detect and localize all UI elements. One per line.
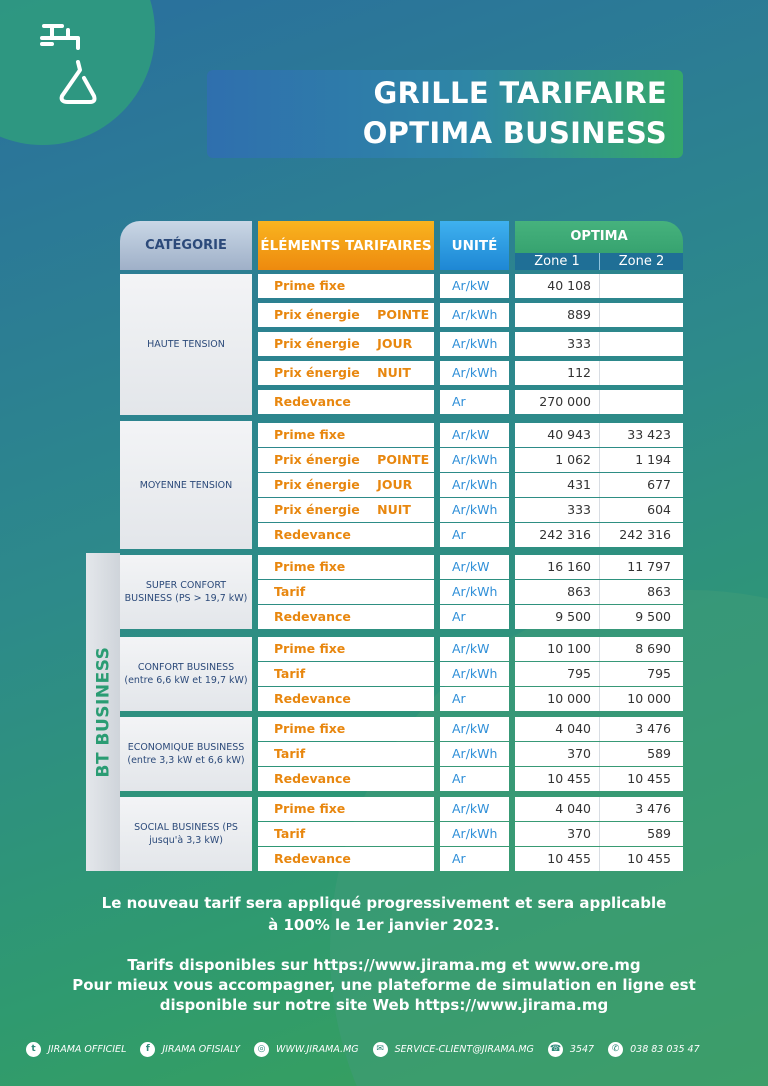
table-row — [258, 580, 683, 604]
cell-unit: Ar/kWh — [440, 822, 509, 846]
cell-unit: Ar — [440, 687, 509, 711]
cell-zone1: 40 108 — [515, 274, 599, 298]
cell-element: Tarif — [258, 662, 434, 686]
table-row — [258, 662, 683, 686]
cell-unit: Ar/kW — [440, 797, 509, 821]
cell-zone2: 604 — [599, 498, 683, 522]
email-icon: ✉ — [373, 1042, 388, 1057]
category-economique-business: ECONOMIQUE BUSINESS (entre 3,3 kW et 6,6 kW) — [120, 717, 252, 791]
cell-zone2: 3 476 — [599, 797, 683, 821]
cell-zone1: 4 040 — [515, 797, 599, 821]
cell-zone1: 270 000 — [515, 390, 599, 414]
cell-element: Redevance — [258, 847, 434, 871]
header-optima — [515, 221, 683, 270]
cell-element: Prix énergie POINTE — [258, 448, 434, 472]
table-row — [258, 637, 683, 661]
title-line-2: OPTIMA BUSINESS — [362, 116, 667, 150]
header-unite: UNITÉ — [440, 221, 509, 270]
cell-unit: Ar/kW — [440, 717, 509, 741]
cell-unit: Ar/kWh — [440, 303, 509, 327]
cell-zone1: 10 455 — [515, 847, 599, 871]
cell-unit: Ar/kWh — [440, 662, 509, 686]
cell-zone2: 677 — [599, 473, 683, 497]
cell-element: Prix énergie NUIT — [258, 361, 434, 385]
cell-zone1: 40 943 — [515, 423, 599, 447]
table-row — [258, 687, 683, 711]
footer-web-label: WWW.JIRAMA.MG — [276, 1043, 359, 1055]
cell-zone1: 889 — [515, 303, 599, 327]
cell-element: Prime fixe — [258, 797, 434, 821]
jirama-logo-icon — [38, 22, 102, 106]
cell-zone2: 11 797 — [599, 555, 683, 579]
cell-zone1: 10 455 — [515, 767, 599, 791]
cell-zone2 — [599, 390, 683, 414]
table-row — [258, 742, 683, 766]
footer-contacts — [26, 1040, 746, 1058]
cell-unit: Ar/kWh — [440, 498, 509, 522]
cell-zone1: 431 — [515, 473, 599, 497]
cell-unit: Ar/kWh — [440, 448, 509, 472]
category-social-business: SOCIAL BUSINESS (PS jusqu'à 3,3 kW) — [120, 797, 252, 871]
footer-email-label: SERVICE-CLIENT@JIRAMA.MG — [394, 1043, 534, 1055]
cell-element: Redevance — [258, 523, 434, 547]
table-row — [258, 605, 683, 629]
category-haute-tension: HAUTE TENSION — [120, 274, 252, 415]
cell-element: Prime fixe — [258, 717, 434, 741]
footer-email[interactable] — [373, 1042, 534, 1057]
footer-facebook-label: JIRAMA OFISIALY — [162, 1043, 241, 1055]
cell-unit: Ar/kWh — [440, 361, 509, 385]
cell-zone1: 10 000 — [515, 687, 599, 711]
footer-phone-label: 3547 — [569, 1043, 595, 1055]
globe-icon: ◎ — [254, 1042, 269, 1057]
cell-zone1: 16 160 — [515, 555, 599, 579]
category-moyenne-tension: MOYENNE TENSION — [120, 421, 252, 549]
cell-unit: Ar — [440, 390, 509, 414]
facebook-icon: f — [140, 1042, 155, 1057]
cell-unit: Ar/kWh — [440, 473, 509, 497]
cell-zone2: 795 — [599, 662, 683, 686]
bt-business-label: BT BUSINESS — [93, 646, 113, 778]
cell-zone1: 333 — [515, 332, 599, 356]
twitter-icon: t — [26, 1042, 41, 1057]
cell-unit: Ar/kW — [440, 274, 509, 298]
table-row — [258, 555, 683, 579]
cell-element: Tarif — [258, 580, 434, 604]
cell-zone2: 3 476 — [599, 717, 683, 741]
table-row — [258, 423, 683, 447]
header-zone-2: Zone 2 — [599, 253, 683, 270]
cell-zone2: 10 455 — [599, 767, 683, 791]
note-line-3: Tarifs disponibles sur https://www.jirama.mg et www.ore.mg — [127, 956, 641, 974]
cell-unit: Ar/kW — [440, 555, 509, 579]
cell-zone2 — [599, 332, 683, 356]
cell-zone2 — [599, 274, 683, 298]
cell-element: Prime fixe — [258, 555, 434, 579]
table-row — [258, 332, 683, 356]
table-row — [258, 847, 683, 871]
header-elements-tarifaires: ÉLÉMENTS TARIFAIRES — [258, 221, 434, 270]
cell-zone2: 863 — [599, 580, 683, 604]
phone-icon: ☎ — [548, 1042, 563, 1057]
table-row — [258, 498, 683, 522]
bt-business-label-wrap — [86, 553, 120, 871]
table-row — [258, 473, 683, 497]
cell-element: Tarif — [258, 822, 434, 846]
whatsapp-icon: ✆ — [608, 1042, 623, 1057]
table-row — [258, 390, 683, 414]
table-row — [258, 361, 683, 385]
table-row — [258, 822, 683, 846]
cell-element: Redevance — [258, 605, 434, 629]
header-optima-title: OPTIMA — [570, 229, 628, 244]
table-row — [258, 303, 683, 327]
cell-element: Redevance — [258, 390, 434, 414]
cell-element: Redevance — [258, 767, 434, 791]
cell-zone2: 10 000 — [599, 687, 683, 711]
note-line-1: Le nouveau tarif sera appliqué progressivement et sera applicable — [101, 894, 667, 912]
cell-zone1: 333 — [515, 498, 599, 522]
cell-element: Prix énergie JOUR — [258, 332, 434, 356]
header-categorie: CATÉGORIE — [120, 221, 252, 270]
table-row — [258, 523, 683, 547]
header-zones — [515, 253, 683, 270]
cell-unit: Ar/kWh — [440, 580, 509, 604]
cell-unit: Ar/kWh — [440, 742, 509, 766]
cell-zone2: 242 316 — [599, 523, 683, 547]
cell-unit: Ar — [440, 605, 509, 629]
cell-element: Prime fixe — [258, 637, 434, 661]
cell-zone1: 795 — [515, 662, 599, 686]
cell-element: Prix énergie POINTE — [258, 303, 434, 327]
footer-whatsapp-label: 038 83 035 47 — [630, 1043, 700, 1055]
category-confort-business: CONFORT BUSINESS (entre 6,6 kW et 19,7 kW) — [120, 637, 252, 711]
cell-unit: Ar — [440, 767, 509, 791]
cell-unit: Ar — [440, 523, 509, 547]
cell-element: Redevance — [258, 687, 434, 711]
cell-zone2 — [599, 361, 683, 385]
table-row — [258, 717, 683, 741]
cell-element: Tarif — [258, 742, 434, 766]
cell-zone1: 4 040 — [515, 717, 599, 741]
table-row — [258, 797, 683, 821]
cell-zone2: 9 500 — [599, 605, 683, 629]
cell-zone2: 589 — [599, 742, 683, 766]
table-row — [258, 274, 683, 298]
table-row — [258, 448, 683, 472]
cell-zone2 — [599, 303, 683, 327]
cell-zone1: 242 316 — [515, 523, 599, 547]
cell-zone2: 1 194 — [599, 448, 683, 472]
cell-zone2: 8 690 — [599, 637, 683, 661]
header-zone-1: Zone 1 — [534, 254, 580, 269]
note-line-4: Pour mieux vous accompagner, une plateforme de simulation en ligne est — [72, 976, 696, 994]
cell-unit: Ar/kW — [440, 423, 509, 447]
footer-phone[interactable] — [548, 1042, 594, 1057]
note-line-2: à 100% le 1er janvier 2023. — [268, 916, 500, 934]
cell-unit: Ar/kWh — [440, 332, 509, 356]
cell-zone2: 33 423 — [599, 423, 683, 447]
cell-zone2: 589 — [599, 822, 683, 846]
cell-zone1: 10 100 — [515, 637, 599, 661]
footer-facebook[interactable] — [140, 1042, 240, 1057]
table-row — [258, 767, 683, 791]
cell-zone1: 370 — [515, 822, 599, 846]
cell-zone1: 9 500 — [515, 605, 599, 629]
cell-element: Prix énergie NUIT — [258, 498, 434, 522]
title-line-1: GRILLE TARIFAIRE — [373, 76, 667, 110]
cell-unit: Ar/kW — [440, 637, 509, 661]
footer-twitter-label: JIRAMA OFFICIEL — [48, 1043, 127, 1055]
title-banner — [207, 70, 683, 158]
cell-element: Prime fixe — [258, 423, 434, 447]
footer-twitter[interactable] — [26, 1042, 126, 1057]
cell-unit: Ar — [440, 847, 509, 871]
note-line-5: disponible sur notre site Web https://www.jirama.mg — [159, 996, 609, 1014]
cell-zone1: 112 — [515, 361, 599, 385]
cell-zone1: 1 062 — [515, 448, 599, 472]
cell-element: Prime fixe — [258, 274, 434, 298]
category-super-confort-business: SUPER CONFORT BUSINESS (PS > 19,7 kW) — [120, 555, 252, 629]
cell-element: Prix énergie JOUR — [258, 473, 434, 497]
cell-zone1: 370 — [515, 742, 599, 766]
footer-whatsapp[interactable] — [608, 1042, 700, 1057]
footer-web[interactable] — [254, 1042, 359, 1057]
cell-zone2: 10 455 — [599, 847, 683, 871]
cell-zone1: 863 — [515, 580, 599, 604]
